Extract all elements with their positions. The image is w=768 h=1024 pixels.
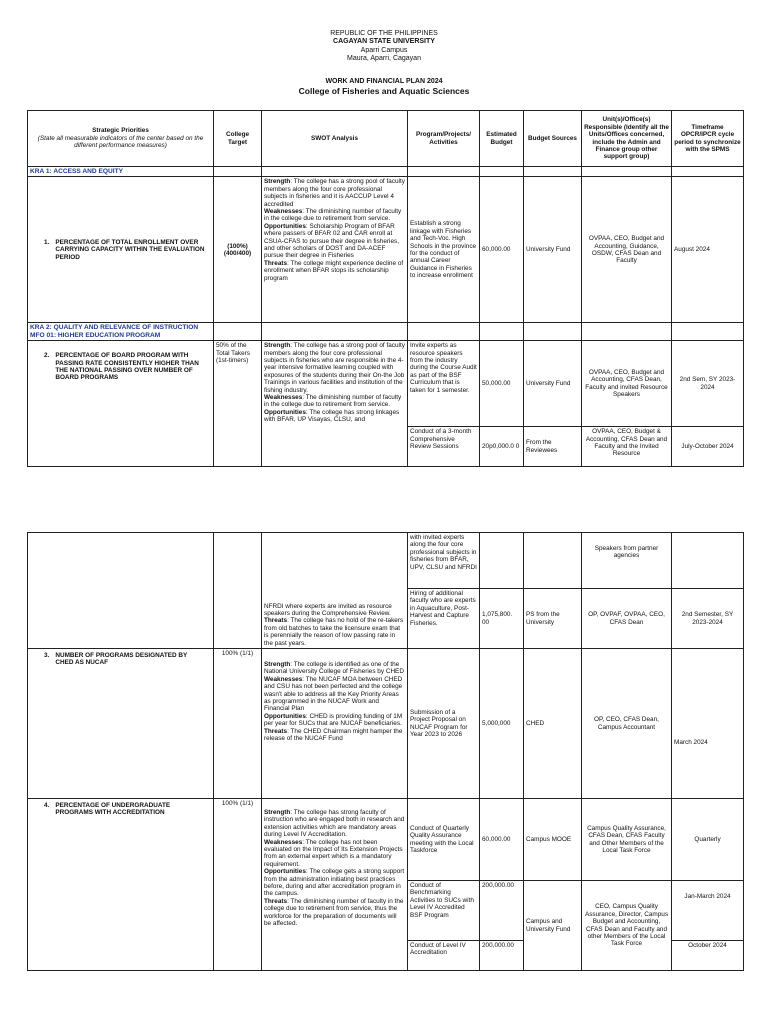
college-title: College of Fisheries and Aquatic Sciences [298, 86, 470, 96]
item2-swot: Strength: The college has a strong pool of faculty members along the four core professional subjects in fisheries who are responsible in the 4-year intensive formative learning coupled with exposures of the students during their On-the Job Trainings in various facilities and institution of the fishing industry. Weaknesses: The diminishing number of faculty in the college due to retirement from service. Opportunities: The college has strong linkages with BFAR, UP Visayas, CLSU, and [262, 341, 408, 467]
col-strategic-priorities: Strategic Priorities (State all measurable indicators of the center based on the different performance measures) [28, 111, 214, 167]
wfp-table-page2 [27, 532, 744, 971]
header-campus: Aparri Campus [360, 47, 408, 54]
item4-program-a: Conduct of Quarterly Quality Assurance meeting with the Local Taskforce [408, 799, 480, 881]
item4-row-a [28, 799, 744, 881]
cont-program-hiring: Hiring of additional faculty who are experts in Aquaculture, Post-Harvest and Capture Fisheries. [408, 589, 480, 649]
item4-time-c: October 2024 [672, 941, 744, 971]
item4-program-b: Conduct of Benchmarking Activities to SUCs with Level IV Accredited BSF Program [408, 881, 480, 941]
kra1-row [28, 167, 744, 177]
kra1-label: KRA 1: ACCESS AND EQUITY [28, 167, 214, 177]
item2-program-a: Invite experts as resource speakers from the industry during the Course Audit as part of the BSF Curriculum that is taken for 1 semester. [408, 341, 480, 427]
plan-title: WORK AND FINANCIAL PLAN 2024 [325, 78, 443, 85]
col-budget: Estimated Budget [480, 111, 524, 167]
cont-budget-hiring: 1,075,800. 00 [480, 589, 524, 649]
item2-time-b: July-October 2024 [672, 427, 744, 467]
header-address: Maura, Aparri, Cagayan [347, 55, 421, 62]
page-2 [0, 532, 768, 1024]
page-1 [0, 0, 768, 482]
item4-budget-b: 200,000.00 [480, 881, 524, 941]
item2-priority: 2. PERCENTAGE OF BOARD PROGRAM WITH PASSING RATE CONSISTENTLY HIGHER THAN THE NATIONAL PASSING OVER NUMBER OF BOARD PROGRAMS [28, 341, 214, 467]
col-units: Unit(s)/Office(s) Responsible (Identify all the Units/Offices concerned, include the Admin and Finance group other support group) [582, 111, 672, 167]
item2-time-a: 2nd Sem, SY 2023-2024 [672, 341, 744, 427]
item4-units-a: Campus Quality Assurance, CFAS Dean, CFAS Faculty and Other Members of the Local Task Force [582, 799, 672, 881]
item2-units-a: OVPAA, CEO, Budget and Accounting, CFAS Dean, Faculty and invited Resource Speakers [582, 341, 672, 427]
header-university: CAGAYAN STATE UNIVERSITY [333, 38, 435, 45]
item2-source-a: University Fund [524, 341, 582, 427]
item3-swot: Strength: The college is identified as one of the National University College of Fisheries by CHED Weaknesses: The NUCAF MOA between CHED and CSU has not been perfected and the college wasn't able to address all the Key Priority Areas as programmed in the NUCAF Work and Financial Plan Opportunities: CHED is providing funding of 1M per year for SUCs that are NUCAF beneficiaries. Threats: The CHED Chairman might hamper the release of the NUCAF Fund [262, 649, 408, 799]
item1-source: University Fund [524, 177, 582, 323]
item3-row [28, 649, 744, 799]
item3-units: OP, CEO, CFAS Dean, Campus Accountant [582, 649, 672, 799]
item3-budget: 5,000,000 [480, 649, 524, 799]
item4-budget-c: 200,000.00 [480, 941, 524, 971]
cont-time-hiring: 2nd Semester, SY 2023-2024 [672, 589, 744, 649]
item2-units-b: OVPAA, CEO, Budget & Accounting, CFAS Dean and Faculty and the Invited Resource [582, 427, 672, 467]
cont-program-top: with invited experts along the four core professional subjects in fisheries from BFAR, UPV, CLSU and NFRDI [408, 533, 480, 589]
item4-time-b: Jan-March 2024 [672, 881, 744, 941]
item3-program: Submission of a Project Proposal on NUCAF Program for Year 2023 to 2026 [408, 649, 480, 799]
item1-priority: 1. PERCENTAGE OF TOTAL ENROLLMENT OVER CARRYING CAPACITY WITHIN THE EVALUATION PERIOD [28, 177, 214, 323]
item2-source-b: From the Reviewees [524, 427, 582, 467]
item4-priority: 4. PERCENTAGE OF UNDERGRADUATE PROGRAMS WITH ACCREDITATION [28, 799, 214, 971]
item4-swot: Strength: The college has strong faculty of instruction who are engaged both in research and extension activities which are mandatory areas during Level IV Accreditation. Weaknesses: The college has not been evaluated on the Impact of Its Extension Projects from an external expert which is a mandatory requirement. Opportunities: The college gets a strong support from the administration initiating best practices before, during and after accreditation program in the campus. Threats: The diminishing number of faculty in the college due to retirement from service, thus the workforce for the preparation of documents will be affected. [262, 799, 408, 971]
col-sources: Budget Sources [524, 111, 582, 167]
col-swot: SWOT Analysis [262, 111, 408, 167]
cont-row-top [28, 533, 744, 589]
col-college-target: College Target [214, 111, 262, 167]
cont-units-top: Speakers from partner agencies [582, 533, 672, 589]
item4-source-a: Campus MOOE [524, 799, 582, 881]
item2-budget-a: 50,000.00 [480, 341, 524, 427]
item1-program: Establish a strong linkage with Fisheries and Tech-Voc. High Schools in the province for the conduct of annual Career Guidance in Fisheries to increase enrollment [408, 177, 480, 323]
cont-swot: NFRDI where experts are invited as resource speakers during the Comprehensive Review. Threats: The college has no hold of the re-takers from old batches to take the licensure exam that is perennially the reason of low passing rate in the past years. [262, 533, 408, 649]
item3-source: CHED [524, 649, 582, 799]
item1-time: August 2024 [672, 177, 744, 323]
item3-time: March 2024 [672, 649, 744, 799]
item1-target: (100%) (400/400) [214, 177, 262, 323]
kra2-label: KRA 2: QUALITY AND RELEVANCE OF INSTRUCTION MFO 01: HIGHER EDUCATION PROGRAM [28, 323, 214, 341]
item1-row [28, 177, 744, 323]
col-program: Program/Projects/ Activities [408, 111, 480, 167]
item2-program-b: Conduct of a 3-month Comprehensive Review Sessions [408, 427, 480, 467]
item4-source-bc: Campus and University Fund [524, 881, 582, 971]
item4-units-bc: CEO, Campus Quality Assurance, Director, Campus Budget and Accounting, CFAS Dean and Faculty and other Members of the Local Task Force [582, 881, 672, 971]
item4-time-a: Quarterly [672, 799, 744, 881]
kra2-row [28, 323, 744, 341]
item2-target: 50% of the Total Takers (1st-timers) [214, 341, 262, 467]
col-timeframe: Timeframe OPCR/IPCR cycle period to synchronize with the SPMS [672, 111, 744, 167]
wfp-table-page1 [27, 110, 744, 467]
item1-units: OVPAA, CEO, Budget and Accounting, Guidance, OSDW, CFAS Dean and Faculty [582, 177, 672, 323]
cont-units-hiring: OP, OVPAF, OVPAA, CEO, CFAS Dean [582, 589, 672, 649]
item2-budget-b: 20p0,000.0 0 [480, 427, 524, 467]
item3-priority: 3. NUMBER OF PROGRAMS DESIGNATED BY CHED AS NUCAF [28, 649, 214, 799]
item3-target: 100% (1/1) [214, 649, 262, 799]
page-gap [0, 482, 768, 532]
item2-row-a [28, 341, 744, 427]
header-republic: REPUBLIC OF THE PHILIPPINES [330, 30, 438, 37]
item1-swot: Strength: The college has a strong pool of faculty members along the four core professional subjects in fisheries and it is AACCUP Level 4 accredited Weaknesses: The diminishing number of faculty in the college due to retirement from service. Opportunities: Scholarship Program of BFAR where passers of BFAR 02 and CAR enroll at CSUA-CFAS to pursue their degree in fisheries, and other scholars of DOST and DA-ACEF pursue their degree in Fisheries Threats: The college might experience decline of enrollment when BFAR stops its scholarship program [262, 177, 408, 323]
item4-budget-a: 60,000.00 [480, 799, 524, 881]
item4-target: 100% (1/1) [214, 799, 262, 971]
item1-budget: 60,000.00 [480, 177, 524, 323]
header-row [28, 111, 744, 167]
cont-source-hiring: PS from the University [524, 589, 582, 649]
item4-program-c: Conduct of Level IV Accreditation [408, 941, 480, 971]
